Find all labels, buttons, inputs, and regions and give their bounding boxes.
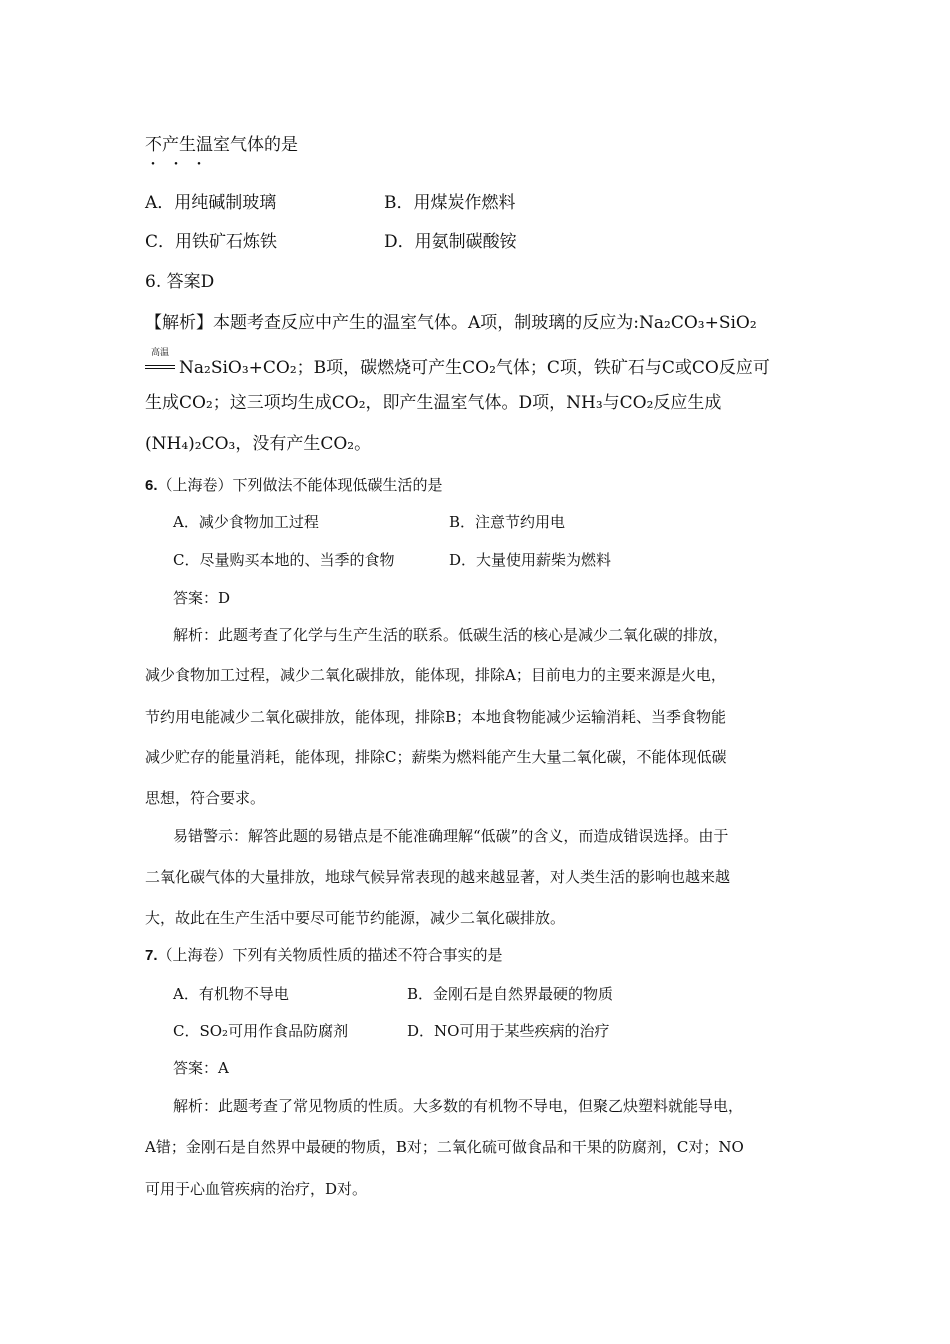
analysis-line: 减少食物加工过程，减少二氧化碳排放，能体现，排除A；目前电力的主要来源是火电， — [145, 666, 726, 684]
answer: 答案：A — [173, 1059, 229, 1077]
condition-label: 高温 — [151, 348, 170, 358]
option-c: C．尽量购买本地的、当季的食物 — [173, 551, 395, 569]
analysis-line: 节约用电能减少二氧化碳排放，能体现，排除B；本地食物能减少运输消耗、当季食物能 — [145, 708, 727, 726]
option-c: C．用铁矿石炼铁 — [145, 232, 278, 252]
analysis-line: A错；金刚石是自然界中最硬的物质，B对；二氧化硫可做食品和干果的防腐剂，C对；NO — [145, 1138, 744, 1156]
option-d: D．用氨制碳酸铵 — [384, 232, 517, 252]
analysis-line: 解析：此题考查了化学与生产生活的联系。低碳生活的核心是减少二氧化碳的排放， — [173, 626, 729, 644]
analysis-line: 【解析】本题考查反应中产生的温室气体。A项，制玻璃的反应为:Na₂CO₃+SiO₂ — [145, 313, 757, 333]
option-d: D．NO可用于某些疾病的治疗 — [407, 1022, 610, 1040]
question-header — [145, 478, 443, 493]
option-b: B．注意节约用电 — [449, 513, 566, 531]
option-a: A．有机物不导电 — [173, 985, 289, 1003]
analysis-line: 减少贮存的能量消耗，能体现，排除C；薪柴为燃料能产生大量二氧化碳，不能体现低碳 — [145, 748, 727, 766]
equals-bar — [145, 368, 175, 369]
option-c: C．SO₂可用作食品防腐剂 — [173, 1022, 349, 1040]
option-b: B．用煤炭作燃料 — [384, 193, 516, 213]
warning-line: 二氧化碳气体的大量排放，地球气候异常表现的越来越显著，对人类生活的影响也越来越 — [145, 868, 731, 886]
analysis-line: 生成CO₂；这三项均生成CO₂，即产生温室气体。D项，NH₃与CO₂反应生成 — [145, 393, 722, 413]
question-stem: 不产生温室气体的是 — [145, 135, 298, 155]
emphasis-dots: ・・・ — [146, 157, 215, 173]
analysis-line: (NH₄)₂CO₃，没有产生CO₂。 — [145, 434, 372, 454]
answer: 答案：D — [173, 589, 231, 607]
option-a: A．减少食物加工过程 — [173, 513, 319, 531]
question-number: 7. — [145, 947, 158, 964]
option-d: D．大量使用薪柴为燃料 — [449, 551, 612, 569]
analysis-line: 可用于心血管疾病的治疗，D对。 — [145, 1180, 368, 1198]
question-stem: （上海卷）下列做法不能体现低碳生活的是 — [157, 476, 443, 494]
analysis-line — [145, 348, 770, 378]
answer: 6. 答案D — [145, 272, 215, 292]
question-stem: （上海卷）下列有关物质性质的描述不符合事实的是 — [157, 946, 503, 964]
reaction-condition — [145, 348, 177, 373]
warning-line: 易错警示：解答此题的易错点是不能准确理解“低碳”的含义，而造成错误选择。由于 — [173, 827, 729, 845]
warning-line: 大，故此在生产生活中要尽可能节约能源，减少二氧化碳排放。 — [145, 909, 566, 927]
question-number: 6. — [145, 477, 158, 494]
equals-bar — [145, 365, 175, 366]
question-header — [145, 948, 503, 963]
analysis-line: 思想，符合要求。 — [145, 789, 266, 807]
analysis-line: 解析：此题考查了常见物质的性质。大多数的有机物不导电，但聚乙炔塑料就能导电， — [173, 1097, 744, 1115]
analysis-text: Na₂SiO₃+CO₂；B项，碳燃烧可产生CO₂气体；C项，铁矿石与C或CO反应可 — [179, 358, 770, 378]
option-b: B．金刚石是自然界最硬的物质 — [407, 985, 614, 1003]
option-a: A．用纯碱制玻璃 — [145, 193, 277, 213]
